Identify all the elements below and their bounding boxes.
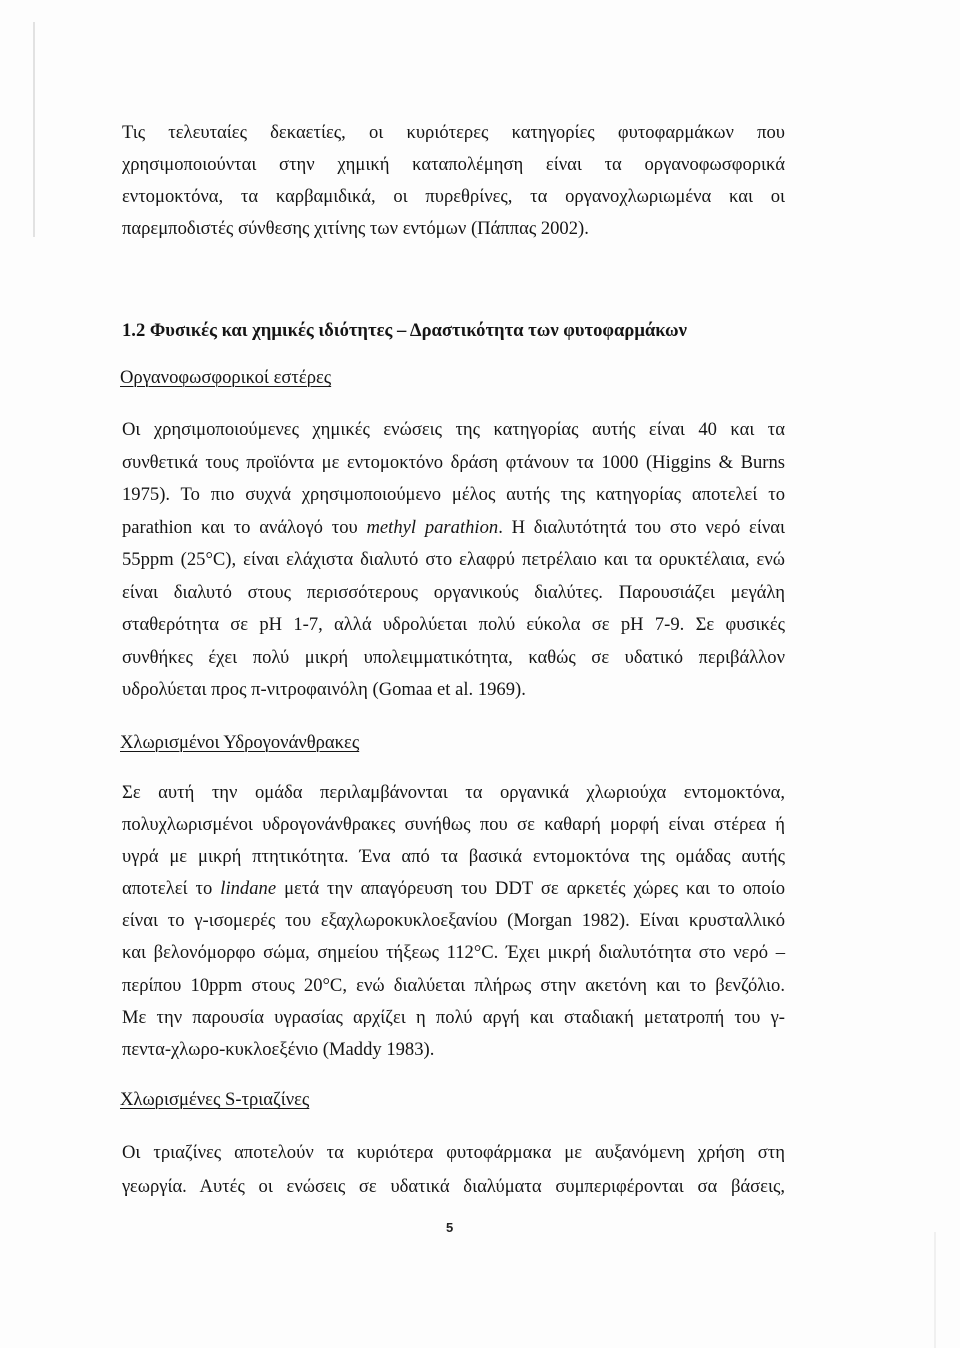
- line-text: μετά την απαγόρευση του DDT σε αρκετές χώρες και το οποίο: [284, 878, 786, 900]
- paragraph-line: συνθήκες έχει πολύ μικρή υπολειμματικότητα, καθώς σε υδατικό περιβάλλον: [122, 646, 785, 668]
- paragraph-line: γεωργία. Αυτές οι ενώσεις σε υδατικά διαλύματα συμπεριφέρονται σα βάσεις,: [122, 1175, 785, 1197]
- paragraph-line: είναι διαλυτό στους περισσότερους οργανικούς διαλύτες. Παρουσιάζει μεγάλη: [122, 581, 785, 603]
- intro-paragraph: [122, 117, 785, 245]
- page-number: 5: [446, 1220, 454, 1235]
- organophosphates-paragraph: [122, 414, 785, 707]
- paragraph-line: και βελονόμορφο σώμα, σημείου τήξεως 112°C. Έχει μικρή διαλυτότητα στο νερό –: [122, 942, 785, 964]
- scan-edge-shadow: [33, 22, 35, 237]
- paragraph-line: παρεμποδιστές σύνθεσης χιτίνης των εντόμων (Πάππας 2002).: [122, 218, 589, 239]
- paragraph-line: Οι τριαζίνες αποτελούν τα κυριότερα φυτοφάρμακα με αυξανόμενη χρήση στη: [122, 1142, 785, 1163]
- paragraph-line: συνθετικά τους προϊόντα με εντομοκτόνο δράση φτάνουν τα 1000 (Higgins & Burns: [122, 451, 785, 473]
- paragraph-line: Σε αυτή την ομάδα περιλαμβάνονται τα οργανικά χλωριούχα εντομοκτόνα,: [122, 782, 785, 803]
- italic-term: lindane: [220, 878, 277, 900]
- subsection-heading-organophosphates: Οργανοφωσφορικοί εστέρες: [120, 367, 332, 388]
- paragraph-line: Τις τελευταίες δεκαετίες, οι κυριότερες κατηγορίες φυτοφαρμάκων που: [122, 122, 785, 143]
- paragraph-line: περίπου 10ppm στους 20°C, ενώ διαλύεται πλήρως στην ακετόνη και το βενζόλιο.: [122, 974, 785, 996]
- paragraph-line: εντομοκτόνα, τα καρβαμιδικά, οι πυρεθρίνες, τα οργανοχλωριωμένα και οι: [122, 186, 785, 207]
- line-text: parathion και το ανάλογό του: [122, 516, 358, 538]
- paragraph-line: πολυχλωρισμένοι υδρογονάνθρακες συνήθως που σε καθαρή μορφή είναι στέρεα ή: [122, 814, 785, 836]
- paragraph-line: πεντα-χλωρο-κυκλοεξένιο (Maddy 1983).: [122, 1038, 435, 1060]
- paragraph-line: Οι χρησιμοποιούμενες χημικές ενώσεις της κατηγορίας αυτής είναι 40 και τα: [122, 419, 785, 440]
- paragraph-line: είναι το γ-ισομερές του εξαχλωροκυκλοεξανίου (Morgan 1982). Είναι κρυσταλλικό: [122, 910, 785, 932]
- paragraph-line: [122, 873, 785, 905]
- line-text: αποτελεί το: [122, 878, 213, 900]
- paragraph-line: υγρά με μικρή πτητικότητα. Ένα από τα βασικά εντομοκτόνα της ομάδας αυτής: [122, 846, 785, 868]
- paragraph-line: χρησιμοποιούνται στην χημική καταπολέμηση είναι τα οργανοφωσφορικά: [122, 154, 785, 175]
- paragraph-line: 55ppm (25°C), είναι ελάχιστα διαλυτό στο ελαφρύ πετρέλαιο και τα ορυκτέλαια, ενώ: [122, 549, 785, 570]
- italic-term: methyl parathion: [366, 516, 499, 538]
- scan-edge-shadow: [934, 1232, 936, 1348]
- line-text: . Η διαλυτότητά του στο νερό είναι: [498, 516, 785, 538]
- paragraph-line: 1975). Το πιο συχνά χρησιμοποιούμενο μέλος αυτής της κατηγορίας αποτελεί το: [122, 484, 785, 505]
- section-heading: 1.2 Φυσικές και χημικές ιδιότητες – Δραστικότητα των φυτοφαρμάκων: [122, 320, 687, 341]
- subsection-heading-chlorinated-hydrocarbons: Χλωρισμένοι Υδρογονάνθρακες: [120, 732, 360, 753]
- paragraph-line: υδρολύεται προς π-νιτροφαινόλη (Gomaa et al. 1969).: [122, 679, 526, 700]
- subsection-heading-chlorinated-triazines: Χλωρισμένες S-τριαζίνες: [120, 1089, 310, 1110]
- chlorinated-hydrocarbons-paragraph: [122, 777, 785, 1066]
- paragraph-line: σταθερότητα σε pH 1-7, αλλά υδρολύεται πολύ εύκολα σε pH 7-9. Σε φυσικές: [122, 614, 785, 635]
- chlorinated-triazines-paragraph: [122, 1136, 785, 1203]
- paragraph-line: [122, 512, 785, 545]
- paragraph-line: Με την παρουσία υγρασίας αρχίζει η πολύ αργή και σταδιακή μετατροπή του γ-: [122, 1006, 785, 1028]
